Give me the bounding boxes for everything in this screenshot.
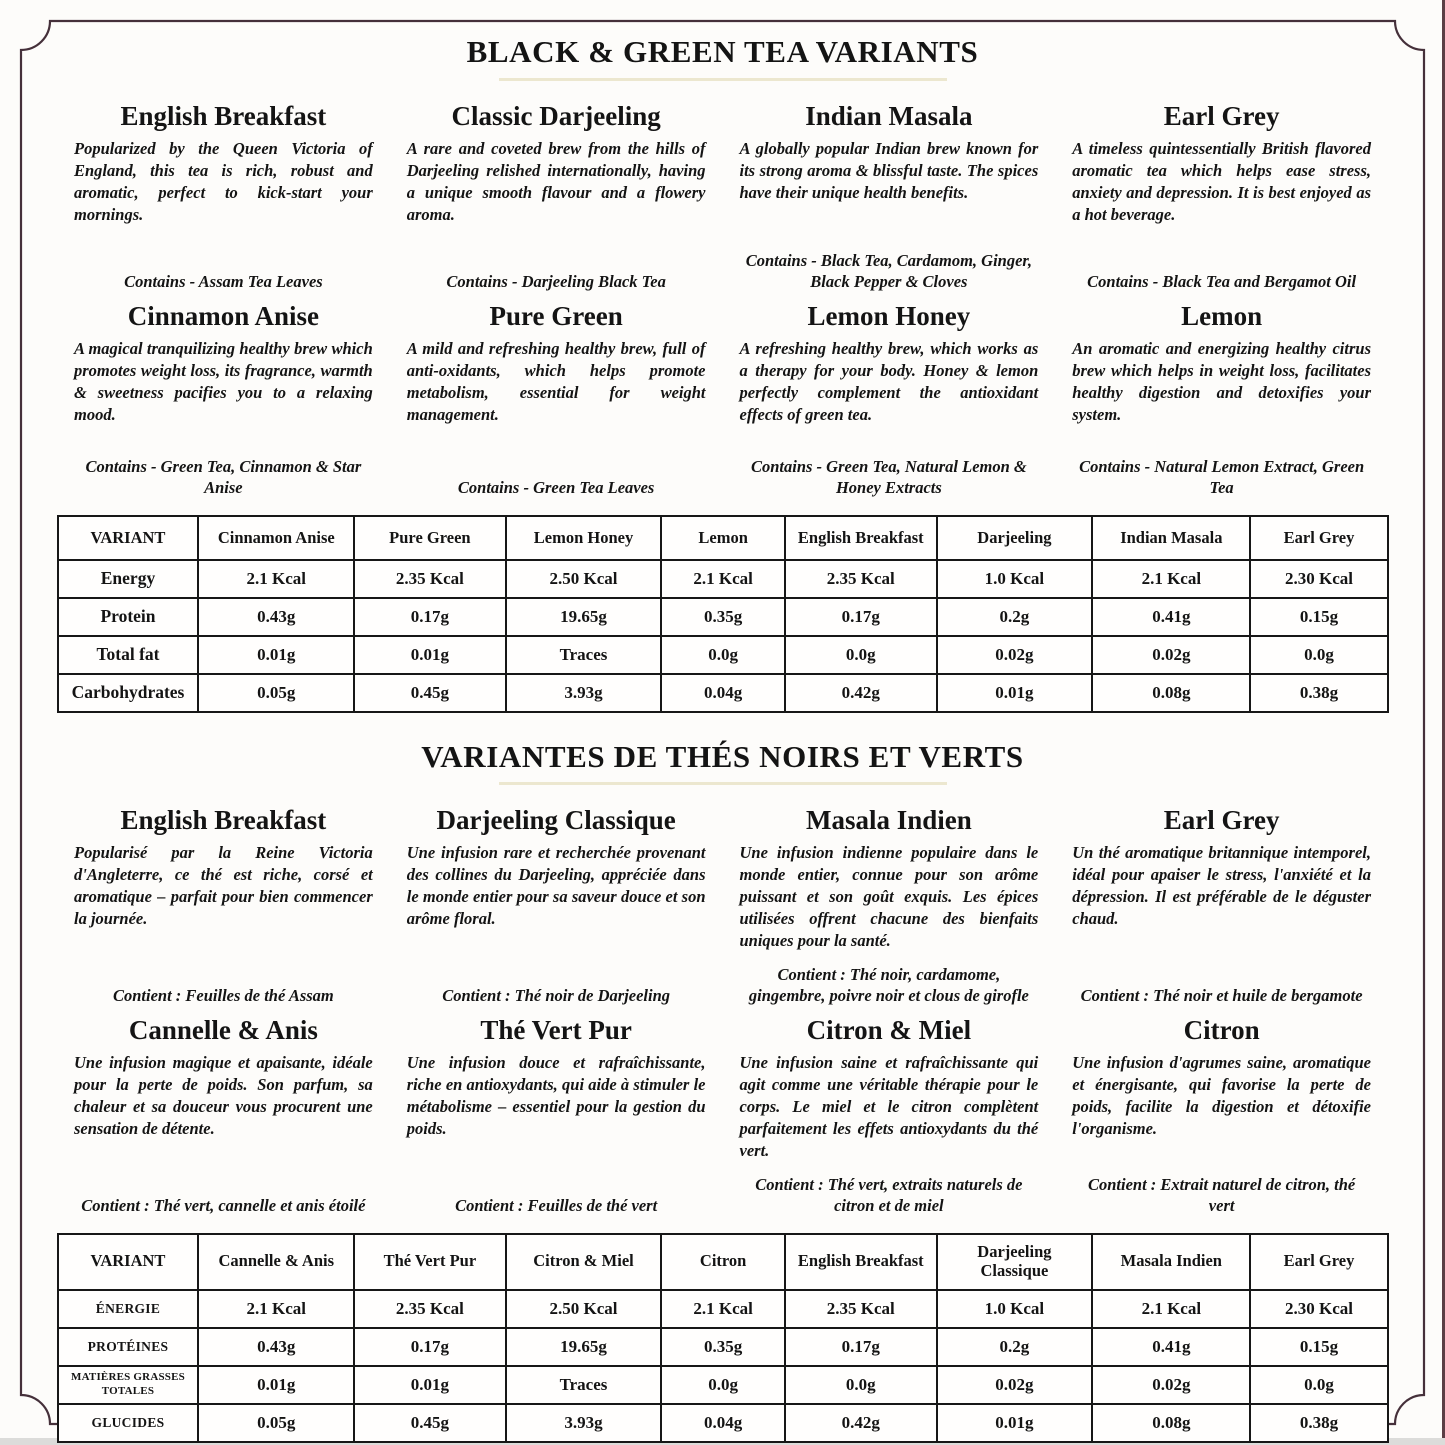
nutrition-value: 0.05g — [198, 674, 354, 712]
card-description: Popularisé par la Reine Victoria d'Angleterre, ce thé est riche, corsé et aromatique – parfait pour bien commencer la journée. — [74, 843, 373, 929]
nutrition-value: 2.35 Kcal — [785, 1290, 937, 1328]
card-contains: Contains - Black Tea, Cardamom, Ginger, Black Pepper & Cloves — [745, 250, 1033, 292]
card-title: English Breakfast — [120, 100, 327, 131]
card-description: A timeless quintessentially British flavored aromatic tea which helps ease stress, anxiety and depression. It is best enjoyed as a hot beverage. — [1072, 138, 1371, 224]
row-label: Carbohydrates — [58, 674, 199, 712]
tea-card-pure-green — [407, 301, 706, 499]
nutrition-value: 2.1 Kcal — [198, 560, 354, 598]
nutrition-value: 0.0g — [661, 636, 785, 674]
tea-card-masala-indien — [740, 805, 1039, 1007]
nutrition-table-en — [57, 515, 1389, 713]
card-title: Citron — [1183, 1014, 1260, 1045]
card-title: Indian Masala — [805, 100, 973, 131]
nutrition-value: 0.04g — [661, 1404, 785, 1442]
card-title: English Breakfast — [120, 805, 327, 836]
table-row-glucides — [58, 1404, 1388, 1442]
nutrition-value: 0.45g — [354, 1404, 506, 1442]
row-label: GLUCIDES — [58, 1404, 199, 1442]
card-contains: Contains - Green Tea Leaves — [457, 478, 655, 498]
card-contains: Contains - Darjeeling Black Tea — [446, 272, 666, 292]
table-row-protein — [58, 598, 1388, 636]
tea-cards-row2-fr — [52, 1015, 1393, 1217]
nutrition-value: 0.05g — [198, 1404, 354, 1442]
card-contains: Contient : Feuilles de thé Assam — [112, 986, 334, 1006]
nutrition-value: 0.01g — [937, 1404, 1093, 1442]
section-title-en: BLACK & GREEN TEA VARIANTS — [466, 34, 979, 69]
tea-card-darjeeling-classique — [407, 805, 706, 1007]
card-contains: Contient : Thé vert, cannelle et anis étoilé — [81, 1196, 366, 1216]
nutrition-value: 0.02g — [1092, 636, 1250, 674]
column-header: Citron & Miel — [506, 1234, 662, 1290]
nutrition-value: 0.38g — [1250, 674, 1387, 712]
nutrition-value: 0.42g — [785, 1404, 937, 1442]
card-description: An aromatic and energizing healthy citrus brew which helps in weight loss, facilitates healthy digestion and detoxifies your system. — [1072, 338, 1371, 424]
nutrition-value: 2.1 Kcal — [198, 1290, 354, 1328]
nutrition-value: 0.35g — [661, 598, 785, 636]
card-contains: Contains - Green Tea, Natural Lemon & Honey Extracts — [750, 456, 1027, 498]
table-row-proteines — [58, 1328, 1388, 1366]
nutrition-value: 0.17g — [785, 1328, 937, 1366]
nutrition-value: 19.65g — [506, 598, 662, 636]
column-header: Earl Grey — [1250, 516, 1387, 560]
tea-card-the-vert-pur — [407, 1015, 706, 1217]
tea-cards-row1-fr — [52, 805, 1393, 1007]
nutrition-value: 0.0g — [1250, 1366, 1387, 1404]
card-description: A globally popular Indian brew known for its strong aroma & blissful taste. The spices have their unique health benefits. — [739, 138, 1039, 202]
nutrition-value: 0.01g — [937, 674, 1093, 712]
table-row-energy — [58, 560, 1388, 598]
card-title: Masala Indien — [805, 805, 972, 836]
column-header: English Breakfast — [785, 1234, 937, 1290]
tea-card-classic-darjeeling — [407, 101, 706, 293]
tea-card-indian-masala — [740, 101, 1039, 293]
nutrition-value: 0.01g — [198, 1366, 354, 1404]
nutrition-value: 0.15g — [1250, 598, 1387, 636]
nutrition-value: Traces — [506, 636, 662, 674]
tea-card-english-breakfast-fr — [74, 805, 373, 1007]
nutrition-value: 2.35 Kcal — [354, 1290, 506, 1328]
tea-cards-row1-en — [52, 101, 1393, 293]
nutrition-value: 2.1 Kcal — [1092, 560, 1250, 598]
card-description: Un thé aromatique britannique intemporel, idéal pour apaiser le stress, l'anxiété et la dépression. Il est préférable de le déguster chaud. — [1072, 843, 1371, 929]
column-header: Cannelle & Anis — [198, 1234, 354, 1290]
table-row-carbohydrates — [58, 674, 1388, 712]
tea-card-earl-grey — [1072, 101, 1371, 293]
column-header: Thé Vert Pur — [354, 1234, 506, 1290]
column-header: Cinnamon Anise — [198, 516, 354, 560]
column-header: Darjeeling — [937, 516, 1093, 560]
title-underline-en — [499, 78, 947, 81]
section-title-fr: VARIANTES DE THÉS NOIRS ET VERTS — [421, 738, 1024, 774]
tea-card-lemon-honey — [740, 301, 1039, 499]
nutrition-value: 0.15g — [1250, 1328, 1387, 1366]
table-header-row — [58, 1234, 1388, 1290]
nutrition-value: 0.41g — [1092, 598, 1250, 636]
card-title: Classic Darjeeling — [451, 100, 661, 131]
card-title: Cannelle & Anis — [128, 1014, 318, 1045]
card-description: Une infusion saine et rafraîchissante qui agit comme une véritable thérapie pour le corps. Le miel et le citron complètent parfaitement les effets antioxydants du thé vert. — [739, 1052, 1039, 1160]
title-underline-fr — [499, 782, 947, 785]
column-header: VARIANT — [58, 516, 199, 560]
tea-card-cinnamon-anise — [74, 301, 373, 499]
nutrition-value: 3.93g — [506, 674, 662, 712]
card-description: Popularized by the Queen Victoria of England, this tea is rich, robust and aromatic, perfect to kick-start your mornings. — [74, 138, 373, 224]
tea-card-cannelle-anis — [74, 1015, 373, 1217]
column-header: Masala Indien — [1092, 1234, 1250, 1290]
card-title: Thé Vert Pur — [480, 1014, 632, 1045]
column-header: Lemon Honey — [506, 516, 662, 560]
nutrition-value: 0.43g — [198, 1328, 354, 1366]
nutrition-value: 2.50 Kcal — [506, 1290, 662, 1328]
row-label: Protein — [58, 598, 199, 636]
table-header-row — [58, 516, 1388, 560]
card-title: Darjeeling Classique — [436, 805, 676, 836]
card-contains: Contient : Thé noir et huile de bergamote — [1080, 986, 1363, 1006]
table-row-energie — [58, 1290, 1388, 1328]
label-content — [52, 34, 1393, 1443]
nutrition-value: 0.04g — [661, 674, 785, 712]
card-description: Une infusion magique et apaisante, idéale pour la perte de poids. Son parfum, sa chaleur et sa douceur vous procurent une sensation de détente. — [74, 1052, 373, 1138]
column-header: VARIANT — [58, 1234, 199, 1290]
nutrition-value: 0.08g — [1092, 674, 1250, 712]
card-description: A magical tranquilizing healthy brew which promotes weight loss, its fragrance, warmth & sweetness pacifies you to a relaxing mood. — [74, 338, 373, 424]
nutrition-value: 0.17g — [785, 598, 937, 636]
card-title: Lemon Honey — [807, 300, 971, 331]
nutrition-value: 0.0g — [661, 1366, 785, 1404]
card-description: A mild and refreshing healthy brew, full of anti-oxidants, which helps promote metabolism, essential for weight management. — [406, 338, 706, 424]
card-description: Une infusion douce et rafraîchissante, riche en antioxydants, qui aide à stimuler le métabolisme – essentiel pour la gestion du poids. — [406, 1052, 706, 1138]
card-title: Earl Grey — [1163, 100, 1280, 131]
nutrition-value: 0.02g — [1092, 1366, 1250, 1404]
card-contains: Contient : Thé noir de Darjeeling — [442, 986, 671, 1006]
nutrition-value: 0.0g — [1250, 636, 1387, 674]
card-description: Une infusion d'agrumes saine, aromatique et énergisante, qui favorise la perte de poids, facilite la digestion et détoxifie l'organisme. — [1072, 1052, 1371, 1138]
nutrition-value: 1.0 Kcal — [937, 1290, 1093, 1328]
nutrition-value: 0.2g — [937, 1328, 1093, 1366]
column-header: Pure Green — [354, 516, 506, 560]
column-header: Earl Grey — [1250, 1234, 1387, 1290]
section-english — [52, 34, 1393, 713]
card-contains: Contient : Thé noir, cardamome, gingembre, poivre noir et clous de girofle — [748, 965, 1029, 1006]
card-description: A refreshing healthy brew, which works as a therapy for your body. Honey & lemon perfectly complement the antioxidant effects of green tea. — [739, 338, 1039, 424]
nutrition-value: 0.01g — [354, 636, 506, 674]
card-description: A rare and coveted brew from the hills of Darjeeling relished internationally, having a unique smooth flavour and a flowery aroma. — [406, 138, 706, 224]
card-contains: Contains - Assam Tea Leaves — [124, 272, 323, 292]
card-contains: Contains - Natural Lemon Extract, Green Tea — [1079, 456, 1365, 498]
row-label: Energy — [58, 560, 199, 598]
nutrition-value: 2.1 Kcal — [661, 560, 785, 598]
section-french — [52, 739, 1393, 1443]
tea-card-earl-grey-fr — [1072, 805, 1371, 1007]
card-title: Citron & Miel — [806, 1014, 972, 1045]
nutrition-value: 0.17g — [354, 598, 506, 636]
nutrition-value: 0.0g — [785, 1366, 937, 1404]
nutrition-value: 0.08g — [1092, 1404, 1250, 1442]
row-label: PROTÉINES — [58, 1328, 199, 1366]
nutrition-value: 2.50 Kcal — [506, 560, 662, 598]
tea-card-citron — [1072, 1015, 1371, 1217]
tea-card-english-breakfast — [74, 101, 373, 293]
nutrition-value: 2.30 Kcal — [1250, 1290, 1387, 1328]
nutrition-table-fr — [57, 1233, 1389, 1443]
nutrition-value: 0.01g — [354, 1366, 506, 1404]
nutrition-value: 1.0 Kcal — [937, 560, 1093, 598]
card-contains: Contains - Green Tea, Cinnamon & Star Anise — [85, 456, 362, 498]
card-title: Earl Grey — [1163, 805, 1280, 836]
nutrition-value: 0.38g — [1250, 1404, 1387, 1442]
nutrition-value: 0.17g — [354, 1328, 506, 1366]
nutrition-value: 0.02g — [937, 1366, 1093, 1404]
card-contains: Contains - Black Tea and Bergamot Oil — [1087, 272, 1357, 292]
card-title: Cinnamon Anise — [127, 300, 320, 331]
nutrition-value: 19.65g — [506, 1328, 662, 1366]
card-contains: Contient : Thé vert, extraits naturels de citron et de miel — [755, 1174, 1023, 1216]
nutrition-value: 0.02g — [937, 636, 1093, 674]
nutrition-value: 0.45g — [354, 674, 506, 712]
nutrition-value: 2.35 Kcal — [785, 560, 937, 598]
nutrition-value: 0.01g — [198, 636, 354, 674]
nutrition-value: 2.30 Kcal — [1250, 560, 1387, 598]
row-label: Total fat — [58, 636, 199, 674]
nutrition-value: 0.0g — [785, 636, 937, 674]
tea-card-lemon — [1072, 301, 1371, 499]
row-label: MATIÈRES GRASSES TOTALES — [58, 1366, 199, 1404]
card-title: Pure Green — [489, 300, 623, 331]
card-description: Une infusion rare et recherchée provenant des collines du Darjeeling, appréciée dans le monde entier pour sa saveur douce et son arôme floral. — [406, 843, 706, 929]
column-header: Indian Masala — [1092, 516, 1250, 560]
nutrition-value: 3.93g — [506, 1404, 662, 1442]
nutrition-value: 0.42g — [785, 674, 937, 712]
card-title: Lemon — [1181, 300, 1263, 331]
nutrition-value: 0.35g — [661, 1328, 785, 1366]
table-row-matieres-grasses — [58, 1366, 1388, 1404]
card-description: Une infusion indienne populaire dans le monde entier, connue pour son arôme puissant et son goût exquis. Les épices utilisées offrent chacune des bienfaits uniques pour la santé. — [739, 843, 1039, 951]
nutrition-value: 0.2g — [937, 598, 1093, 636]
card-contains: Contient : Feuilles de thé vert — [455, 1196, 658, 1216]
column-header: English Breakfast — [785, 516, 937, 560]
row-label: ÉNERGIE — [58, 1290, 199, 1328]
column-header: Lemon — [661, 516, 785, 560]
nutrition-value: 0.43g — [198, 598, 354, 636]
column-header: Citron — [661, 1234, 785, 1290]
tea-card-citron-miel — [740, 1015, 1039, 1217]
nutrition-value: 2.1 Kcal — [661, 1290, 785, 1328]
card-contains: Contient : Extrait naturel de citron, thé vert — [1088, 1174, 1356, 1216]
nutrition-value: 0.41g — [1092, 1328, 1250, 1366]
nutrition-value: 2.35 Kcal — [354, 560, 506, 598]
nutrition-value: 2.1 Kcal — [1092, 1290, 1250, 1328]
nutrition-value: Traces — [506, 1366, 662, 1404]
column-header: Darjeeling Classique — [937, 1234, 1093, 1290]
table-row-total-fat — [58, 636, 1388, 674]
tea-cards-row2-en — [52, 301, 1393, 499]
